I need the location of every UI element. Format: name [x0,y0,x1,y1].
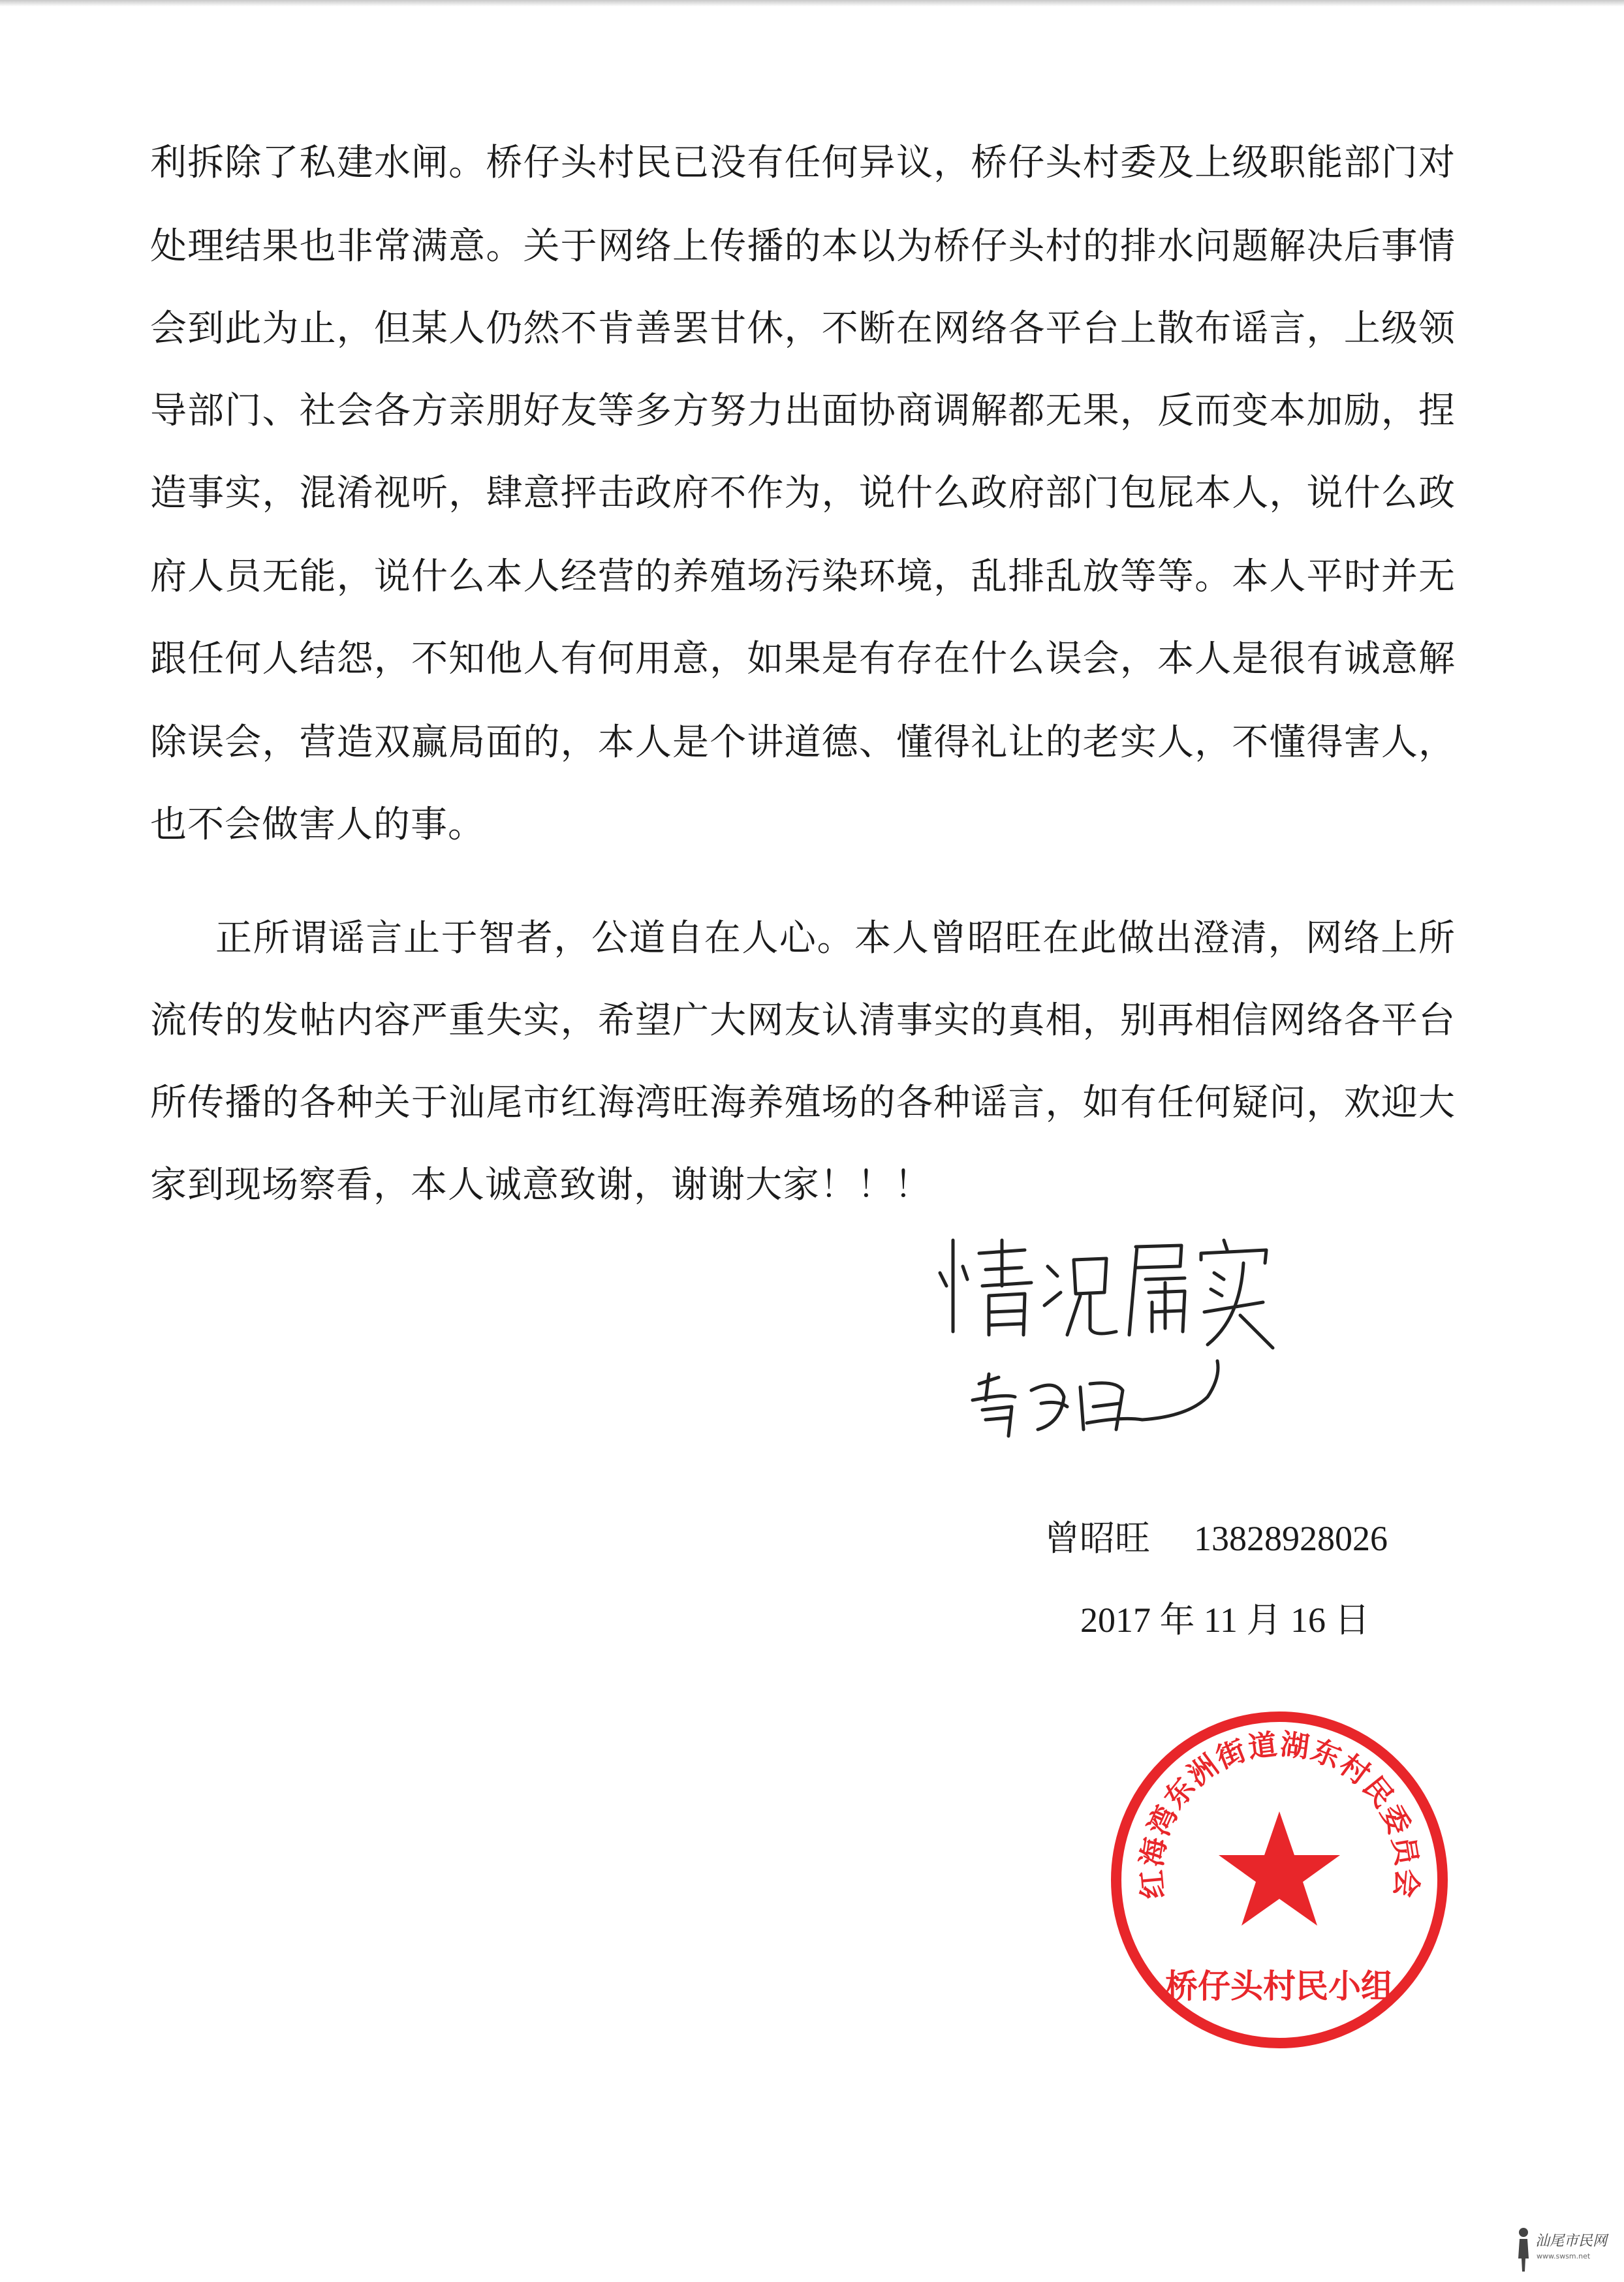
body-line: 除误会，营造双赢局面的，本人是个讲道德、懂得礼让的老实人，不懂得害人， [150,721,1456,764]
svg-text:汕尾市民网: 汕尾市民网 [1535,2233,1608,2249]
site-watermark [1514,2206,1612,2278]
official-stamp [1103,1704,1456,2056]
signatory-phone: 13828928026 [1194,1519,1388,1558]
handwritten-signature [927,1221,1319,1482]
body-line: 利拆除了私建水闸。桥仔头村民已没有任何异议，桥仔头村委及上级职能部门对 [150,142,1456,184]
svg-text:桥仔头村民小组: 桥仔头村民小组 [1165,1967,1394,2005]
body-line: 府人员无能，说什么本人经营的养殖场污染环境，乱排乱放等等。本人平时并无 [150,555,1456,598]
scan-edge [0,0,1624,7]
body-line: 造事实，混淆视听，肆意抨击政府不作为，说什么政府部门包屁本人，说什么政 [150,472,1456,514]
body-line: 处理结果也非常满意。关于网络上传播的本以为桥仔头村的排水问题解决后事情 [150,225,1456,268]
signature-date: 2017 年 11 月 16 日 [1080,1601,1370,1640]
svg-text:www.swsm.net: www.swsm.net [1537,2252,1591,2260]
body-line: 会到此为止，但某人仍然不肯善罢甘休，不断在网络各平台上散布谣言，上级领 [150,307,1456,350]
closing-line: 正所谓谣言止于智者，公道自在人心。本人曾昭旺在此做出澄清，网络上所 [215,917,1456,960]
body-line: 导部门、社会各方亲朋好友等多方努力出面协商调解都无果，反而变本加励，捏 [150,390,1456,432]
closing-line: 家到现场察看，本人诚意致谢，谢谢大家！！！ [150,1164,931,1206]
body-line: 也不会做害人的事。 [150,804,485,846]
svg-text:红海湾东洲街道湖东村民委员会: 红海湾东洲街道湖东村民委员会 [1134,1727,1424,1901]
signatory-name: 曾昭旺 [1044,1519,1150,1558]
signatory-line [1044,1521,1388,1556]
closing-line: 流传的发帖内容严重失实，希望广大网友认清事实的真相，别再相信网络各平台 [150,999,1456,1042]
body-line: 跟任何人结怨，不知他人有何用意，如果是有存在什么误会，本人是很有诚意解 [150,638,1456,680]
closing-line: 所传播的各种关于汕尾市红海湾旺海养殖场的各种谣言，如有任何疑问，欢迎大 [150,1082,1456,1124]
